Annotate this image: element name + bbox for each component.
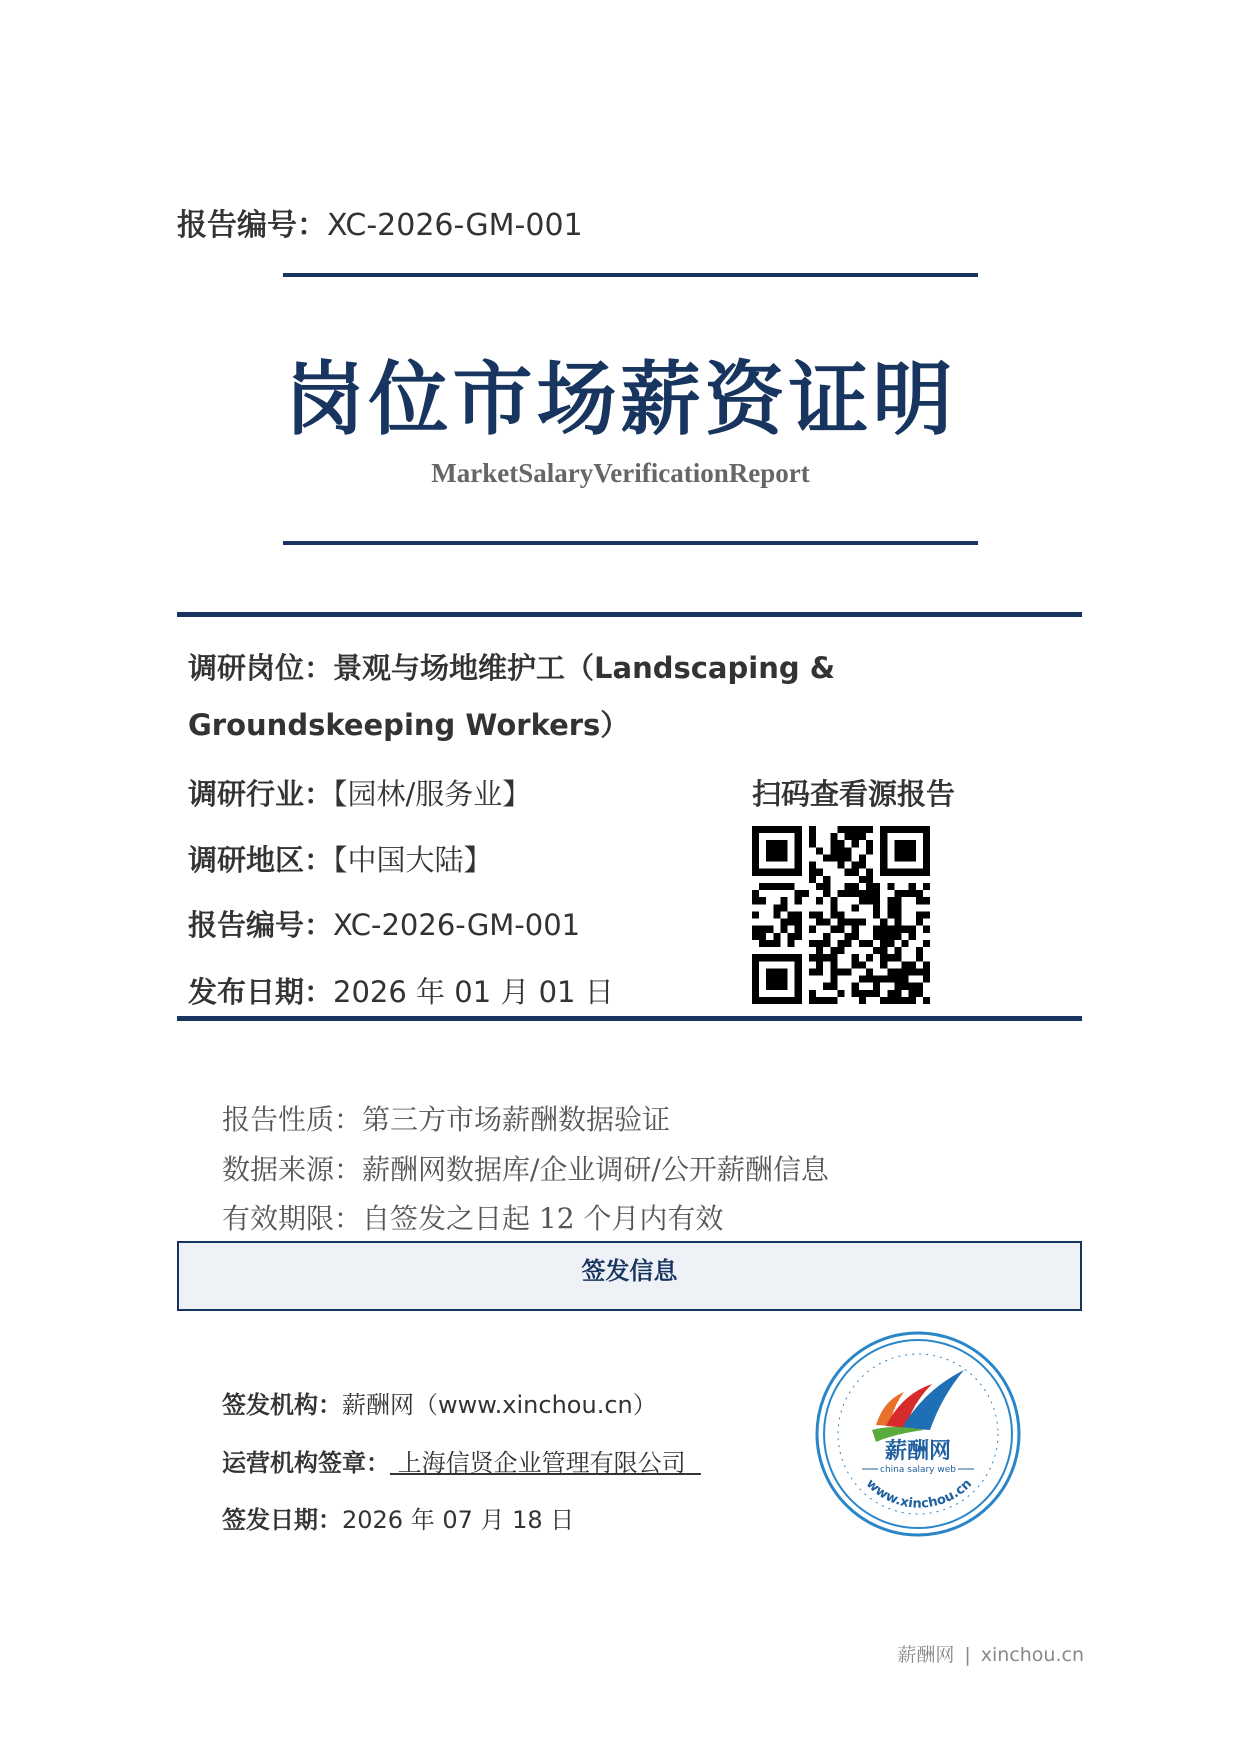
publish-date-label: 发布日期： <box>188 975 334 1009</box>
qr-caption: 扫码查看源报告 <box>752 777 956 811</box>
info-bottom-rule <box>177 1016 1082 1021</box>
title-bottom-rule <box>283 541 978 545</box>
report-number-label-2: 报告编号： <box>188 908 334 942</box>
sub-title: MarketSalaryVerificationReport <box>431 458 810 488</box>
report-number-label: 报告编号： <box>177 208 327 243</box>
region-value: 【中国大陆】 <box>333 843 493 877</box>
region-label: 调研地区： <box>188 843 334 877</box>
issue-date-line <box>222 1500 574 1535</box>
footer <box>897 1640 1084 1667</box>
footer-brand: 薪酬网 <box>897 1644 955 1666</box>
seal-brand: 薪酬网 <box>884 1439 952 1464</box>
industry-label: 调研行业： <box>188 777 334 811</box>
position-line <box>188 640 1088 754</box>
report-nature: 报告性质：第三方市场薪酬数据验证 <box>222 1103 671 1136</box>
issue-date-label: 签发日期： <box>222 1506 342 1534</box>
publish-date-value: 2026 年 01 月 01 日 <box>333 975 614 1009</box>
seal-url: www.xinchou.cn <box>862 1476 976 1512</box>
report-number-line <box>188 903 580 944</box>
industry-line <box>188 772 531 813</box>
validity-period: 有效期限：自签发之日起 12 个月内有效 <box>222 1202 724 1235</box>
region-line <box>188 838 493 879</box>
info-top-rule <box>177 612 1082 617</box>
issuer-value: 薪酬网（www.xinchou.cn） <box>342 1391 657 1419</box>
industry-value: 【园林/服务业】 <box>333 777 532 811</box>
issue-date-value: 2026 年 07 月 18 日 <box>342 1506 575 1534</box>
main-title: 岗位市场薪资证明 <box>284 352 957 446</box>
issuer-line <box>222 1385 657 1420</box>
footer-separator: | <box>964 1644 971 1666</box>
report-number-top <box>177 200 583 244</box>
issuance-box <box>177 1241 1082 1311</box>
operator-label: 运营机构签章： <box>222 1449 390 1477</box>
position-value: 景观与场地维护工（Landscaping & Groundskeeping Workers） <box>188 651 835 742</box>
issuance-box-title: 签发信息 <box>581 1257 678 1285</box>
report-number-value-2: XC-2026-GM-001 <box>333 908 581 942</box>
data-source: 数据来源：薪酬网数据库/企业调研/公开薪酬信息 <box>222 1153 829 1186</box>
qr-code[interactable] <box>752 826 930 1004</box>
publish-date-line <box>188 970 614 1011</box>
operator-line <box>222 1443 701 1478</box>
operator-value: 上海信贤企业管理有限公司 <box>397 1449 686 1477</box>
title-top-rule <box>283 273 978 277</box>
company-seal <box>814 1330 1022 1538</box>
seal-tagline: china salary web <box>880 1465 956 1475</box>
report-number-value: XC-2026-GM-001 <box>327 208 583 243</box>
position-label: 调研岗位： <box>188 651 334 685</box>
footer-domain: xinchou.cn <box>980 1644 1084 1666</box>
issuer-label: 签发机构： <box>222 1391 342 1419</box>
